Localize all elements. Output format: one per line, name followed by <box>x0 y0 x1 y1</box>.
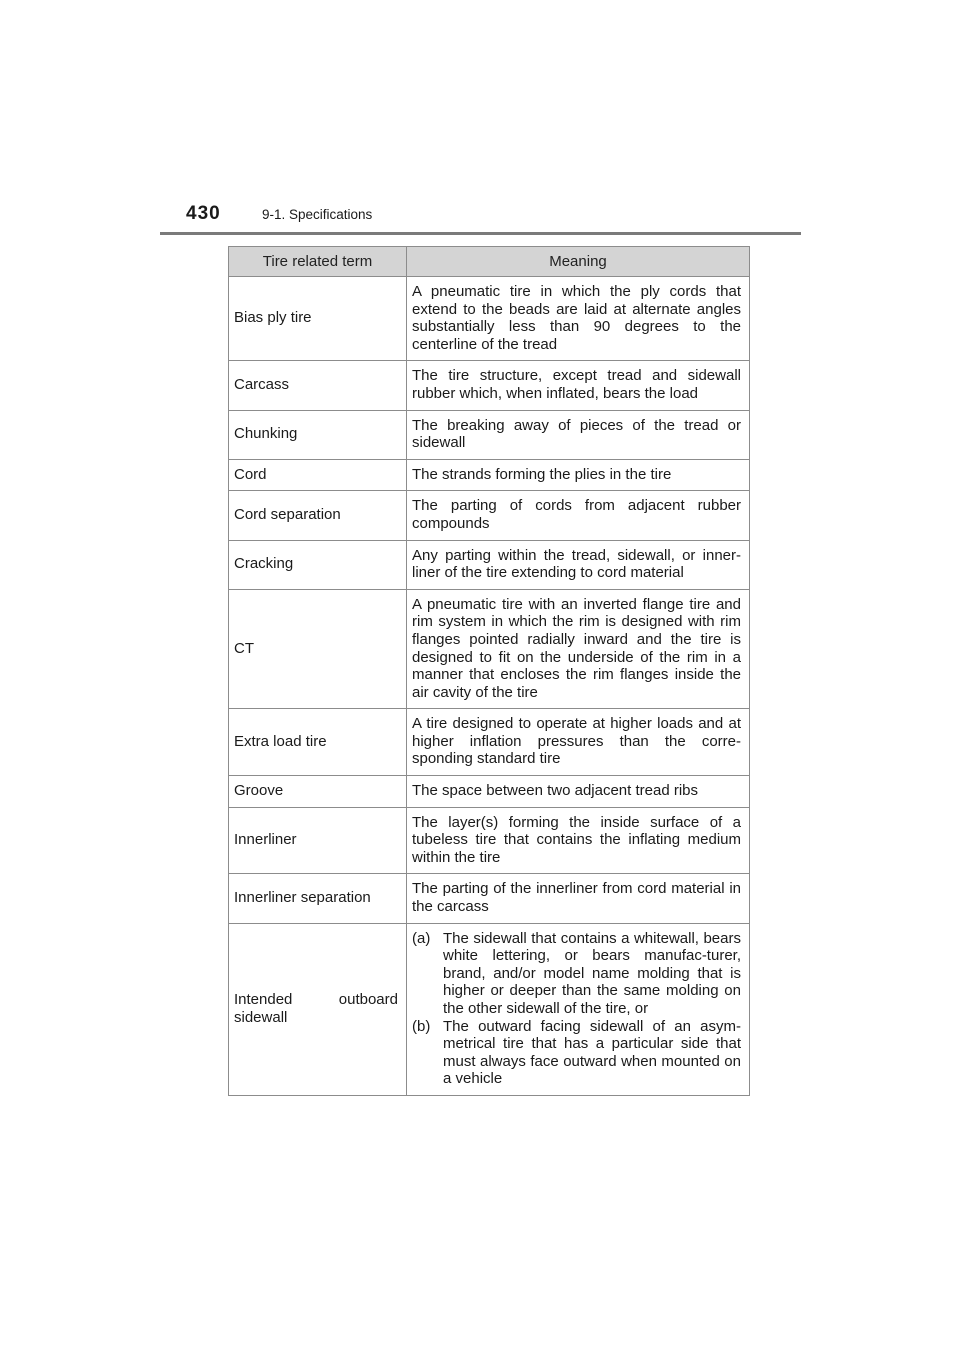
term-cell: CT <box>229 589 407 709</box>
term-cell: Cord separation <box>229 491 407 540</box>
meaning-cell: The breaking away of pieces of the tread or sidewall <box>407 410 750 459</box>
table-row <box>229 807 750 874</box>
meaning-cell: The tire structure, except tread and sidewall rubber which, when inflated, bears the load <box>407 361 750 410</box>
list-text: The outward facing sidewall of an asym-metrical tire that has a particular side that must always face outward when mounted on a vehicle <box>443 1017 741 1088</box>
term-cell: Extra load tire <box>229 709 407 776</box>
column-header-term: Tire related term <box>229 247 407 277</box>
table-row <box>229 540 750 589</box>
list-marker: (a) <box>412 929 431 947</box>
header-divider <box>160 232 801 235</box>
term-cell: Innerliner <box>229 807 407 874</box>
table-header-row <box>229 247 750 277</box>
tire-terms-table <box>228 246 750 1096</box>
table-row <box>229 491 750 540</box>
table-row <box>229 277 750 361</box>
section-title: 9-1. Specifications <box>262 207 373 222</box>
term-cell: Innerliner separation <box>229 874 407 923</box>
table-row <box>229 709 750 776</box>
list-item <box>412 1018 741 1088</box>
term-cell: Chunking <box>229 410 407 459</box>
meaning-cell: The strands forming the plies in the tire <box>407 459 750 491</box>
meaning-cell: A pneumatic tire with an inverted flange tire and rim system in which the rim is designed with rim flanges pointed radially inward and the tire is designed to fit on the underside of the rim in a manner that encloses the rim flanges inside the air cavity of the tire <box>407 589 750 709</box>
list-text: The sidewall that contains a whitewall, bears white lettering, or bears manufac-turer, brand, and/or model name molding that is higher or deeper than the same molding on the other sidewall of the tire, or <box>443 929 741 1017</box>
page-number: 430 <box>186 203 221 224</box>
table-row <box>229 776 750 808</box>
table-row <box>229 589 750 709</box>
term-cell: Cord <box>229 459 407 491</box>
column-header-meaning: Meaning <box>407 247 750 277</box>
list-item <box>412 930 741 1018</box>
list-marker: (b) <box>412 1017 431 1035</box>
term-cell: Intended outboard sidewall <box>229 923 407 1095</box>
table-row <box>229 410 750 459</box>
meaning-cell: The layer(s) forming the inside surface of a tubeless tire that contains the inflating medium within the tire <box>407 807 750 874</box>
meaning-cell: A tire designed to operate at higher loads and at higher inflation pressures than the corre-sponding standard tire <box>407 709 750 776</box>
meaning-cell: The space between two adjacent tread ribs <box>407 776 750 808</box>
table-row <box>229 459 750 491</box>
meaning-cell-list <box>407 923 750 1095</box>
table-row <box>229 874 750 923</box>
term-cell: Carcass <box>229 361 407 410</box>
table-row <box>229 361 750 410</box>
term-cell: Groove <box>229 776 407 808</box>
term-cell: Bias ply tire <box>229 277 407 361</box>
page-header <box>186 203 372 225</box>
meaning-cell: A pneumatic tire in which the ply cords that extend to the beads are laid at alternate angles substantially less than 90 degrees to the centerline of the tread <box>407 277 750 361</box>
meaning-cell: The parting of cords from adjacent rubber compounds <box>407 491 750 540</box>
meaning-cell: The parting of the innerliner from cord material in the carcass <box>407 874 750 923</box>
meaning-cell: Any parting within the tread, sidewall, or inner-liner of the tire extending to cord material <box>407 540 750 589</box>
table-row <box>229 923 750 1095</box>
term-cell: Cracking <box>229 540 407 589</box>
